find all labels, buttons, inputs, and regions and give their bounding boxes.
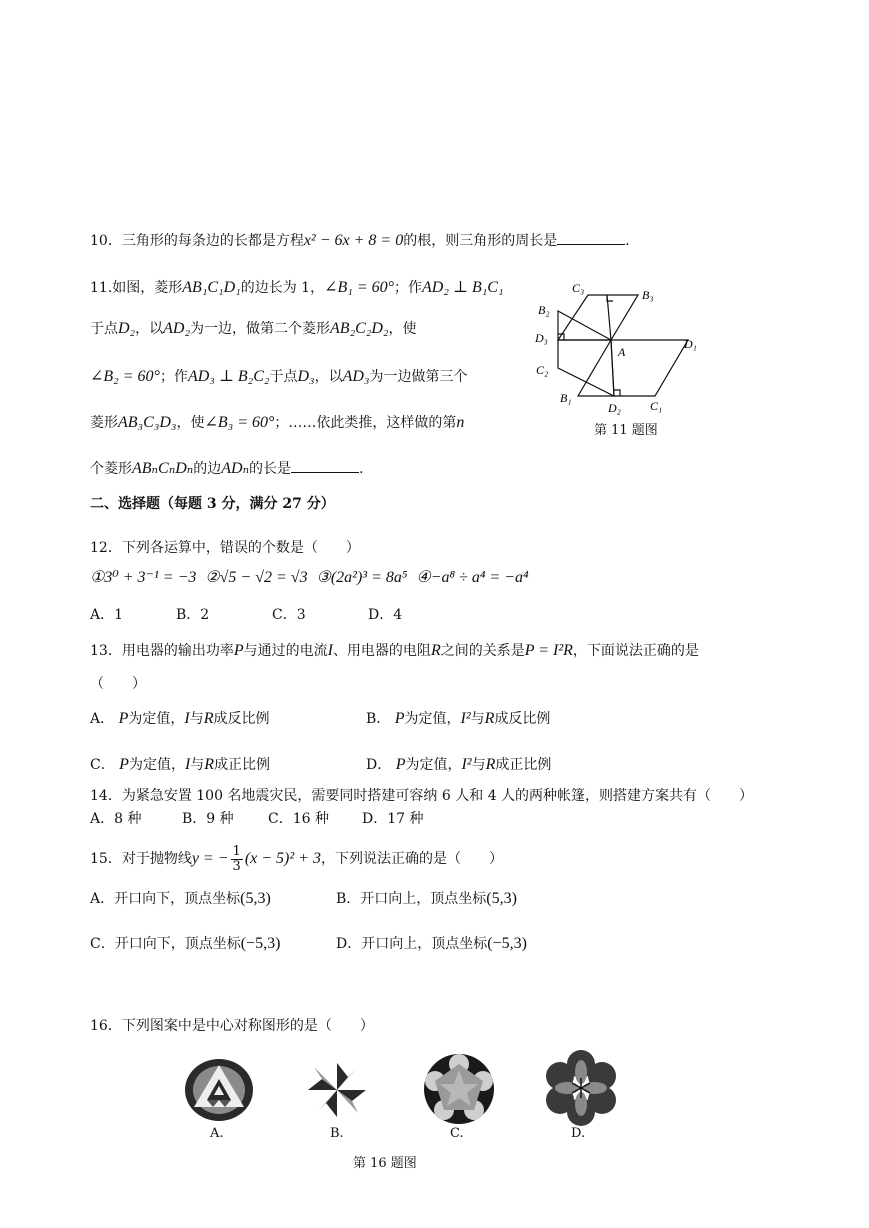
q15-option-b <box>336 889 517 909</box>
q11-math: AD₃ ⊥ B₂C₂ <box>187 368 270 385</box>
pattern-c-image <box>420 1052 498 1126</box>
option-math: P <box>395 756 406 773</box>
q13-option-c <box>90 755 270 775</box>
figure-16-caption: 第 16 题图 <box>353 1156 417 1171</box>
pattern-d-image <box>542 1050 620 1126</box>
q12-expr-2: ②√5 − √2 = √3 <box>205 569 308 586</box>
q11-line-1 <box>90 278 504 298</box>
q13-text: 之间的关系是 <box>440 643 525 659</box>
q15-option-d <box>336 934 527 954</box>
q13-text: ，下面说法正确的是 <box>572 643 699 659</box>
pattern-b-label: B. <box>330 1126 344 1141</box>
option-math: R <box>484 710 495 727</box>
right-angle-d2 <box>614 390 620 396</box>
option-math: I² <box>461 756 472 773</box>
q11-math: ABₙCₙDₙ <box>132 460 194 477</box>
q11-math: n <box>456 414 465 431</box>
label-b1: B₁ <box>560 391 572 405</box>
option-label: A． <box>90 711 115 727</box>
q11-text: 11.如图，菱形 <box>90 280 183 296</box>
q13-math: P <box>233 642 244 659</box>
option-text: 成正比例 <box>214 757 271 773</box>
q13-stem <box>90 641 699 661</box>
q12-expr-1: ①3⁰ + 3⁻¹ = −3 <box>90 569 197 586</box>
q11-math: AD₂ ⊥ B₁C₁ <box>422 279 504 296</box>
option-math: P <box>119 756 129 773</box>
option-label: C． <box>90 757 115 773</box>
q11-text: 的边长为 1， <box>240 280 325 296</box>
label-c1: C₁ <box>650 399 663 413</box>
option-math: P <box>118 710 129 727</box>
q15-stem <box>90 842 503 876</box>
q13-option-b <box>366 709 550 729</box>
q14-option-d: D．17 种 <box>362 811 424 827</box>
q10-answer-blank <box>557 230 625 245</box>
option-math: R <box>203 710 214 727</box>
option-text: 与 <box>471 757 486 773</box>
q11-text: ；……依此类推，这样做的第 <box>274 415 457 431</box>
option-coord: (−5,3) <box>487 935 527 952</box>
q15-fraction <box>231 845 243 874</box>
option-text: 成正比例 <box>495 757 552 773</box>
q13-text: 13．用电器的输出功率 <box>90 643 234 659</box>
label-a: A <box>618 345 626 359</box>
figure-11-caption: 第 11 题图 <box>594 423 658 438</box>
label-c3: C₃ <box>572 281 585 295</box>
option-text: 成反比例 <box>213 711 270 727</box>
option-text: 与 <box>470 711 485 727</box>
q13-math: I <box>327 642 333 659</box>
pattern-d-label: D. <box>571 1126 586 1141</box>
q11-line-4 <box>90 413 464 433</box>
q11-text: ；作 <box>394 280 423 296</box>
q11-math: D₃ <box>297 368 315 385</box>
q11-text: 于点 <box>269 369 298 385</box>
q11-text: . <box>359 461 364 477</box>
q14-option-c: C．16 种 <box>268 811 329 827</box>
q11-text: ；作 <box>159 369 188 385</box>
q11-math: AD₃ <box>342 368 370 385</box>
option-text: 为定值， <box>128 711 185 727</box>
q12-option-a: A．1 <box>90 607 124 623</box>
q13-formula: P = I²R <box>524 642 573 659</box>
option-coord: (5,3) <box>240 890 271 907</box>
q11-text: 菱形 <box>90 415 118 431</box>
q11-text: ，使 <box>388 321 417 337</box>
fraction-denominator: 3 <box>232 858 241 874</box>
label-b3: B₃ <box>642 288 654 302</box>
q11-math: AB₂C₂D₂ <box>330 320 389 337</box>
option-text: 成反比例 <box>494 711 551 727</box>
option-math: I² <box>460 710 471 727</box>
q11-math: AB₁C₁D₁ <box>182 279 241 296</box>
q12-option-d: D．4 <box>368 607 403 623</box>
option-math: P <box>394 710 405 727</box>
q11-math: ∠B₂ = 60° <box>90 368 160 385</box>
q11-text: ，以 <box>314 369 343 385</box>
q12-expressions <box>90 568 529 588</box>
option-text: A．开口向下，顶点坐标 <box>90 891 241 907</box>
q15-math: (x − 5)² + 3 <box>244 850 321 867</box>
option-math: R <box>204 756 215 773</box>
option-coord: (−5,3) <box>240 935 281 952</box>
q11-text: 为一边，做第二个菱形 <box>190 321 331 337</box>
q11-text: 为一边做第三个 <box>369 369 468 385</box>
label-d1: D₁ <box>684 337 697 351</box>
q11-math: ADₙ <box>221 460 250 477</box>
q11-text: ，以 <box>135 321 164 337</box>
option-text: 与 <box>190 757 205 773</box>
pattern-c-label: C. <box>450 1126 464 1141</box>
q10-suffix: 的根，则三角形的周长是 <box>403 233 558 249</box>
q11-text: 的边 <box>193 461 222 477</box>
q11-text: 的长是 <box>249 461 292 477</box>
q11-answer-blank <box>291 458 359 473</box>
q11-text: 个菱形 <box>90 461 132 477</box>
option-text: D．开口向上，顶点坐标 <box>336 936 488 952</box>
rhombus-figure <box>530 278 710 418</box>
q16-stem: 16．下列图案中是中心对称图形的是（ ） <box>90 1018 374 1034</box>
label-d3: D₃ <box>535 331 548 345</box>
option-text: B．开口向上，顶点坐标 <box>336 891 487 907</box>
q13-math: R <box>430 642 441 659</box>
option-math: I <box>184 756 191 773</box>
label-d2: D₂ <box>608 401 621 415</box>
q11-text: 于点 <box>90 321 118 337</box>
question-10 <box>90 230 630 251</box>
q11-math: AB₃C₃D₃ <box>118 414 177 431</box>
q12-option-c: C．3 <box>272 607 306 623</box>
label-c2: C₂ <box>536 363 549 377</box>
option-text: 为定值， <box>404 711 461 727</box>
segment-a-c3 <box>607 295 611 340</box>
rhombus-1 <box>578 340 688 396</box>
q11-text: ，使 <box>176 415 205 431</box>
q11-math: ∠B₁ = 60° <box>324 279 395 296</box>
q12-expr-3: ③(2a²)³ = 8a⁵ <box>316 569 408 586</box>
option-math: I <box>184 710 190 727</box>
pattern-a-label: A. <box>210 1126 224 1141</box>
pattern-a-image <box>182 1057 256 1123</box>
option-text: C．开口向下，顶点坐标 <box>90 936 241 952</box>
q11-math: D₂ <box>118 320 136 337</box>
q15-option-c <box>90 934 280 954</box>
q14-stem: 14．为紧急安置 100 名地震灾民，需要同时搭建可容纳 6 人和 4 人的两种帐篷，则搭建方案共有（ ） <box>90 788 754 804</box>
q15-math: y = − <box>191 850 229 867</box>
q11-line-3 <box>90 367 467 387</box>
option-label: B． <box>366 711 391 727</box>
option-text: 为定值， <box>405 757 462 773</box>
q12-expr-4: ④−a⁸ ÷ a⁴ = −a⁴ <box>416 569 529 586</box>
q11-line-5 <box>90 458 364 479</box>
q15-option-a <box>90 889 271 909</box>
q15-text: ，下列说法正确的是（ ） <box>320 851 503 867</box>
q11-math: AD₂ <box>163 320 191 337</box>
q14-option-a: A．8 种 <box>90 811 142 827</box>
q12-stem: 12．下列各运算中，错误的个数是（ ） <box>90 540 360 556</box>
option-text: 与 <box>189 711 204 727</box>
q11-line-2 <box>90 319 416 339</box>
q15-text: 15．对于抛物线 <box>90 851 192 867</box>
q11-math: ∠B₃ = 60° <box>204 414 275 431</box>
q10-prefix: 10．三角形的每条边的长都是方程 <box>90 233 304 249</box>
q10-end: . <box>625 233 630 249</box>
option-label: D． <box>366 757 392 773</box>
option-math: R <box>485 756 496 773</box>
q12-option-b: B．2 <box>176 607 210 623</box>
option-text: 为定值， <box>128 757 185 773</box>
q13-text: 与通过的电流 <box>243 643 328 659</box>
q10-equation: x² − 6x + 8 = 0 <box>303 232 404 249</box>
pattern-b-image <box>300 1055 374 1125</box>
fraction-numerator: 1 <box>232 843 241 859</box>
q14-option-b: B．9 种 <box>182 811 234 827</box>
label-b2: B₂ <box>538 303 550 317</box>
section-2-title: 二、选择题（每题 3 分，满分 27 分） <box>90 496 335 512</box>
q13-text: 、用电器的电阻 <box>332 643 431 659</box>
option-coord: (5,3) <box>486 890 517 907</box>
q13-paren: （ ） <box>90 676 146 692</box>
q13-option-d <box>366 755 551 775</box>
q13-option-a <box>90 709 269 729</box>
